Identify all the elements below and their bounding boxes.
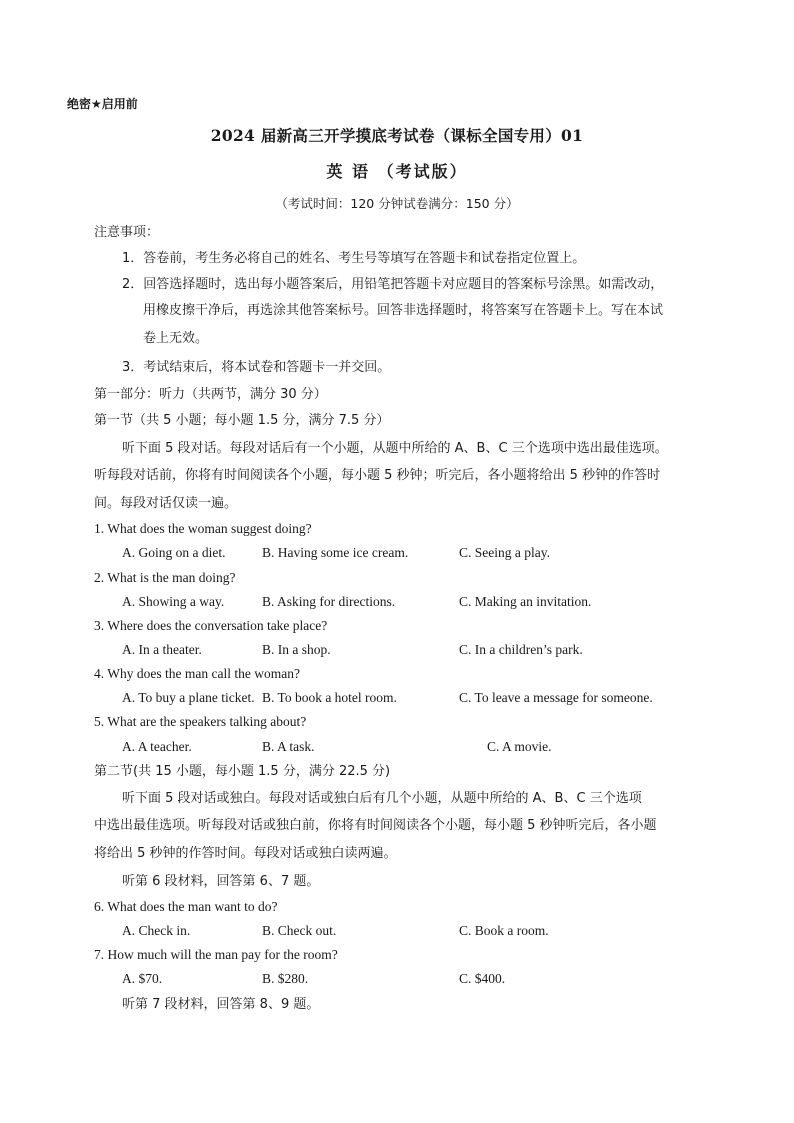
question-7-stem: 7. How much will the man pay for the room? [94,947,338,962]
question-5-option-b: B. A task. [262,739,315,754]
section2-instruction-line-3: 将给出 5 秒钟的作答时间。每段对话或独白读两遍。 [94,846,397,861]
section2-instruction-line-1: 听下面 5 段对话或独白。每段对话或独白后有几个小题，从题中所给的 A、B、C 三个选项 [122,791,642,806]
note-item-1: 1．答卷前，考生务必将自己的姓名、考生号等填写在答题卡和试卷指定位置上。 [122,251,586,266]
question-1-option-b: B. Having some ice cream. [262,545,409,560]
question-6-option-b: B. Check out. [262,923,337,938]
question-4-option-c: C. To leave a message for someone. [459,690,653,705]
question-1-option-c: C. Seeing a play. [459,545,550,560]
section1-heading: 第一节（共 5 小题；每小题 1.5 分，满分 7.5 分） [94,413,390,428]
note-item-2-line-3: 卷上无效。 [143,331,209,346]
confidential-label: 绝密★启用前 [67,97,138,111]
question-2-stem: 2. What is the man doing? [94,570,236,585]
notes-heading: 注意事项： [94,225,160,240]
question-1-option-a: A. Going on a diet. [122,545,226,560]
question-7-option-b: B. $280. [262,971,309,986]
question-5-stem: 5. What are the speakers talking about? [94,714,307,729]
question-7-option-a: A. $70. [122,971,163,986]
section2-heading: 第二节(共 15 小题，每小题 1.5 分，满分 22.5 分) [94,764,391,779]
question-6-option-c: C. Book a room. [459,923,549,938]
section2-instruction-line-2: 中选出最佳选项。听每段对话或独白前，你将有时间阅读各个小题，每小题 5 秒钟听完后，各小题 [94,818,657,833]
question-4-option-a: A. To buy a plane ticket. [122,690,255,705]
question-2-option-b: B. Asking for directions. [262,594,396,609]
question-6-stem: 6. What does the man want to do? [94,899,278,914]
material-7-instruction: 听第 7 段材料，回答第 8、9 题。 [122,997,320,1012]
question-6-option-a: A. Check in. [122,923,191,938]
question-7-option-c: C. $400. [459,971,506,986]
question-2-option-c: C. Making an invitation. [459,594,592,609]
question-4-stem: 4. Why does the man call the woman? [94,666,300,681]
subject-title: 英 语 （考试版） [326,162,468,181]
question-1-stem: 1. What does the woman suggest doing? [94,521,312,536]
section1-instruction-line-1: 听下面 5 段对话。每段对话后有一个小题，从题中所给的 A、B、C 三个选项中选出最佳选项。 [122,441,668,456]
question-3-option-b: B. In a shop. [262,642,331,657]
section1-instruction-line-3: 间。每段对话仅读一遍。 [94,496,238,511]
exam-time-info: （考试时间：120 分钟试卷满分：150 分） [275,196,519,211]
question-3-stem: 3. Where does the conversation take place? [94,618,328,633]
note-item-2-line-2: 用橡皮擦干净后，再选涂其他答案标号。回答非选择题时，将答案写在答题卡上。写在本试 [143,303,664,318]
question-5-option-a: A. A teacher. [122,739,192,754]
exam-title: 2024 届新高三开学摸底考试卷（课标全国专用）01 [210,126,584,145]
question-3-option-c: C. In a children’s park. [459,642,583,657]
question-2-option-a: A. Showing a way. [122,594,225,609]
note-item-3: 3．考试结束后，将本试卷和答题卡一并交回。 [122,360,391,375]
question-3-option-a: A. In a theater. [122,642,202,657]
note-item-2-line-1: 2．回答选择题时，选出每小题答案后，用铅笔把答题卡对应题目的答案标号涂黑。如需改动， [122,277,664,292]
part1-heading: 第一部分：听力（共两节，满分 30 分） [94,387,327,402]
question-5-option-c: C. A movie. [487,739,552,754]
material-6-instruction: 听第 6 段材料，回答第 6、7 题。 [122,874,320,889]
question-4-option-b: B. To book a hotel room. [262,690,397,705]
section1-instruction-line-2: 听每段对话前，你将有时间阅读各个小题，每小题 5 秒钟；听完后，各小题将给出 5 秒钟的作答时 [94,468,661,483]
